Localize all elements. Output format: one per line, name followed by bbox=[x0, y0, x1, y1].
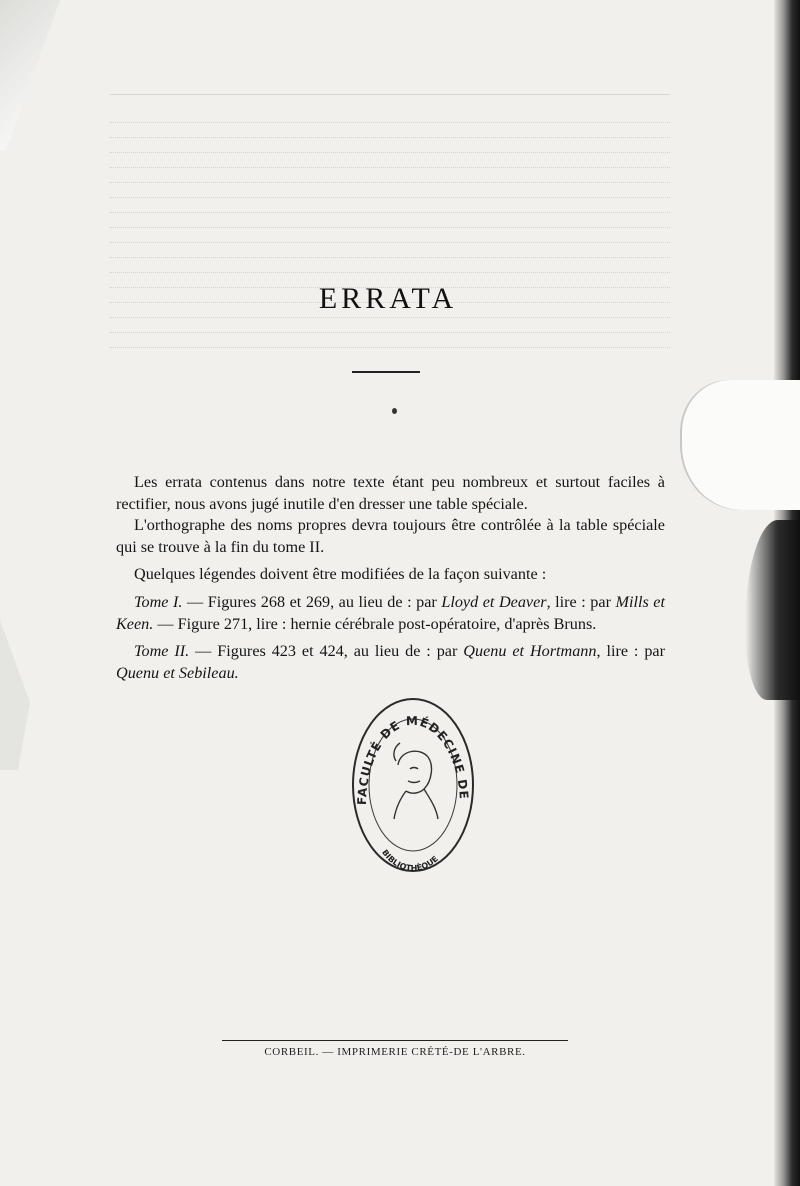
tome-2-label: Tome II. bbox=[134, 642, 190, 661]
tome-1-label: Tome I. bbox=[134, 592, 183, 611]
tome-1-text-a: — Figures 268 et 269, au lieu de : par bbox=[182, 592, 442, 611]
tome-2-text-b: , lire : par bbox=[596, 642, 666, 661]
library-stamp bbox=[350, 695, 476, 875]
stamp-text-top: FACULTÉ DE MÉDECINE DE bbox=[354, 713, 471, 806]
tome-2-name-a: Quenu et Hortmann bbox=[463, 642, 597, 661]
tome-1-text-b: , lire : par bbox=[546, 592, 616, 611]
left-edge-tear bbox=[0, 620, 30, 770]
tome-1-name-a: Lloyd et Deaver bbox=[441, 592, 547, 611]
folded-corner bbox=[0, 0, 60, 150]
tome-1-name-b: Mills et Keen. bbox=[116, 592, 665, 633]
portrait-icon bbox=[394, 743, 438, 819]
paragraph-tome-2 bbox=[116, 641, 665, 684]
paragraph-intro: Les errata contenus dans notre texte étant peu nombreux et surtout faciles à rectifier, nous avons jugé inutile d'en dresser une table spéciale. bbox=[116, 473, 665, 513]
stamp-text-bottom: BIBLIOTHÈQUE bbox=[380, 847, 440, 873]
paragraph-tome-1 bbox=[116, 592, 665, 635]
page-title: ERRATA bbox=[318, 282, 458, 315]
title-divider bbox=[352, 371, 420, 373]
ink-speck bbox=[392, 408, 397, 414]
svg-text:BIBLIOTHÈQUE bbox=[380, 848, 440, 873]
paragraph-legends: Quelques légendes doivent être modifiées de la façon suivante : bbox=[134, 565, 547, 584]
right-edge-tear bbox=[680, 380, 800, 510]
printer-imprint: CORBEIL. — IMPRIMERIE CRÉTÉ-DE L'ARBRE. bbox=[264, 1046, 526, 1058]
errata-body bbox=[116, 472, 665, 690]
right-edge-damage bbox=[745, 520, 800, 700]
footer-divider bbox=[222, 1040, 568, 1041]
tome-2-name-b: Quenu et Sebileau. bbox=[116, 663, 239, 682]
bleed-through bbox=[110, 60, 670, 390]
tome-2-text-a: — Figures 423 et 424, au lieu de : par bbox=[189, 642, 464, 661]
svg-text:FACULTÉ DE MÉDECINE DE PARIS bbox=[350, 695, 471, 805]
paragraph-orthography: L'orthographe des noms propres devra toujours être contrôlée à la table spéciale qui se trouve à la fin du tome II. bbox=[116, 516, 665, 556]
tome-1-text-c: — Figure 271, lire : hernie cérébrale post-opératoire, d'après Bruns. bbox=[153, 614, 597, 633]
